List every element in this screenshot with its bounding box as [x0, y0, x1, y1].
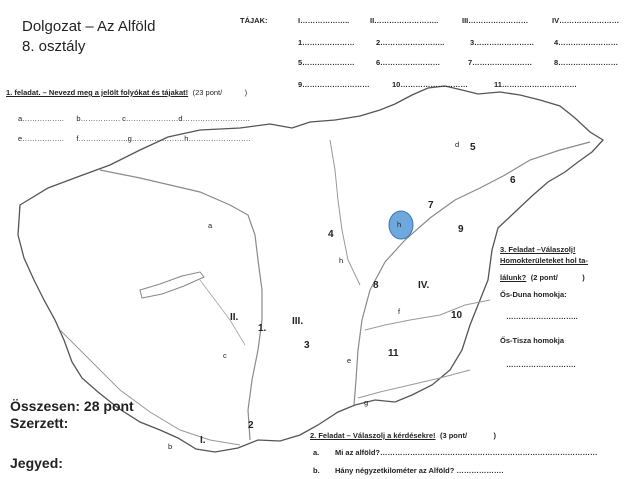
page-subtitle: 8. osztály — [22, 38, 86, 55]
map-letter-g: g — [364, 398, 369, 407]
task2-qb-letter: b. — [313, 466, 320, 475]
regions-label: TÁJAK: — [240, 16, 268, 25]
map-number-2: 2 — [248, 420, 254, 431]
map-letter-h-region: h — [397, 220, 402, 229]
region-blank-r3c4: 8…………………… — [554, 58, 619, 67]
map-letter-e: e — [347, 356, 352, 365]
map-letter-f: f — [398, 307, 401, 316]
map-letter-b: b — [168, 442, 173, 451]
task1-close: ) — [244, 88, 248, 97]
region-blank-r2c2: 2…………………….. — [376, 38, 445, 47]
task1-title: 1. feladat. – Nevezd meg a jelölt folyókat és tájakat! — [6, 88, 189, 97]
task3-title-2: Homokterületeket hol ta- — [500, 256, 588, 265]
task3-title-3: lálunk? — [500, 273, 527, 282]
koros-river — [365, 300, 490, 330]
region-blank-r1c4: IV…………………… — [552, 16, 620, 25]
task3-a2: ………………………. — [506, 360, 576, 369]
task1-row1: a…………….. b……………. c…………………d……………………… — [18, 114, 251, 123]
task2-close: ) — [493, 431, 496, 440]
region-blank-r4c3: 11………………………… — [494, 80, 577, 89]
earned-points: Szerzett: — [10, 415, 69, 431]
task1-row2: e…………….. f………………..g…………………h……………………. — [18, 134, 251, 143]
task3-points: (2 pont/ — [530, 273, 558, 282]
map-number-4: 4 — [328, 229, 334, 240]
map-number-11: 11 — [388, 348, 399, 359]
task2-points: (3 pont/ — [439, 431, 468, 440]
map-letter-d: d — [455, 140, 460, 149]
map-number-9: 9 — [458, 224, 464, 235]
map-number-6: 6 — [510, 175, 516, 186]
task3-q1: Ős-Duna homokja: — [500, 290, 567, 299]
task2-qa-letter: a. — [313, 448, 320, 457]
map-number-5: 5 — [470, 142, 476, 153]
map-roman-3: III. — [292, 316, 304, 327]
drava-river — [60, 330, 240, 445]
task3-close: ) — [582, 273, 585, 282]
task3-title-1: 3. Feladat –Válaszolj! — [500, 245, 576, 254]
region-blank-r4c2: 10……………………… — [392, 80, 468, 89]
region-blank-r1c1: I……………….. — [298, 16, 350, 25]
region-blank-r3c2: 6…………………… — [376, 58, 441, 67]
task2-qb: Hány négyzetkilométer az Alföld? ………………. — [335, 466, 504, 475]
map-roman-4: IV. — [418, 280, 430, 291]
map-letter-a: a — [208, 221, 213, 230]
page-title: Dolgozat – Az Alföld — [22, 18, 156, 35]
total-points: Összesen: 28 pont — [10, 398, 134, 414]
task3-a1: ……………………….. — [506, 312, 578, 321]
map-number-7: 7 — [428, 200, 434, 211]
region-blank-r1c2: II…………………….. — [370, 16, 439, 25]
zagyva-river — [330, 140, 360, 285]
map-roman-1: I. — [200, 435, 206, 446]
task1-points: (23 pont/ — [192, 88, 223, 97]
region-blank-r2c4: 4…………………… — [554, 38, 619, 47]
region-blank-r1c3: III…………………… — [462, 16, 529, 25]
region-blank-r2c1: 1………………… — [298, 38, 355, 47]
task3-title-3-row — [500, 267, 585, 285]
task3-q2: Ős-Tisza homokja — [500, 336, 565, 345]
grade-label: Jegyed: — [10, 455, 63, 471]
task2-title: 2. Feladat – Válaszolj a kérdésekre! — [310, 431, 436, 440]
map-number-8: 8 — [373, 280, 379, 291]
region-blank-r2c3: 3…………………… — [470, 38, 535, 47]
region-blank-r3c1: 5………………… — [298, 58, 355, 67]
map-number-3: 3 — [304, 340, 310, 351]
balaton-lake — [140, 272, 204, 298]
task2-heading — [310, 425, 496, 443]
task1-heading — [6, 82, 247, 100]
map-number-1: 1. — [258, 323, 267, 334]
map-letter-h-river: h — [339, 256, 344, 265]
map-letter-c: c — [223, 351, 227, 360]
region-blank-r4c1: 9……………………… — [298, 80, 370, 89]
map-roman-2: II. — [230, 312, 239, 323]
task2-qa: Mi az alföld?…………………………………………………………………………… — [335, 448, 598, 457]
region-blank-r3c3: 7…………………… — [468, 58, 533, 67]
map-number-10: 10 — [451, 310, 463, 321]
